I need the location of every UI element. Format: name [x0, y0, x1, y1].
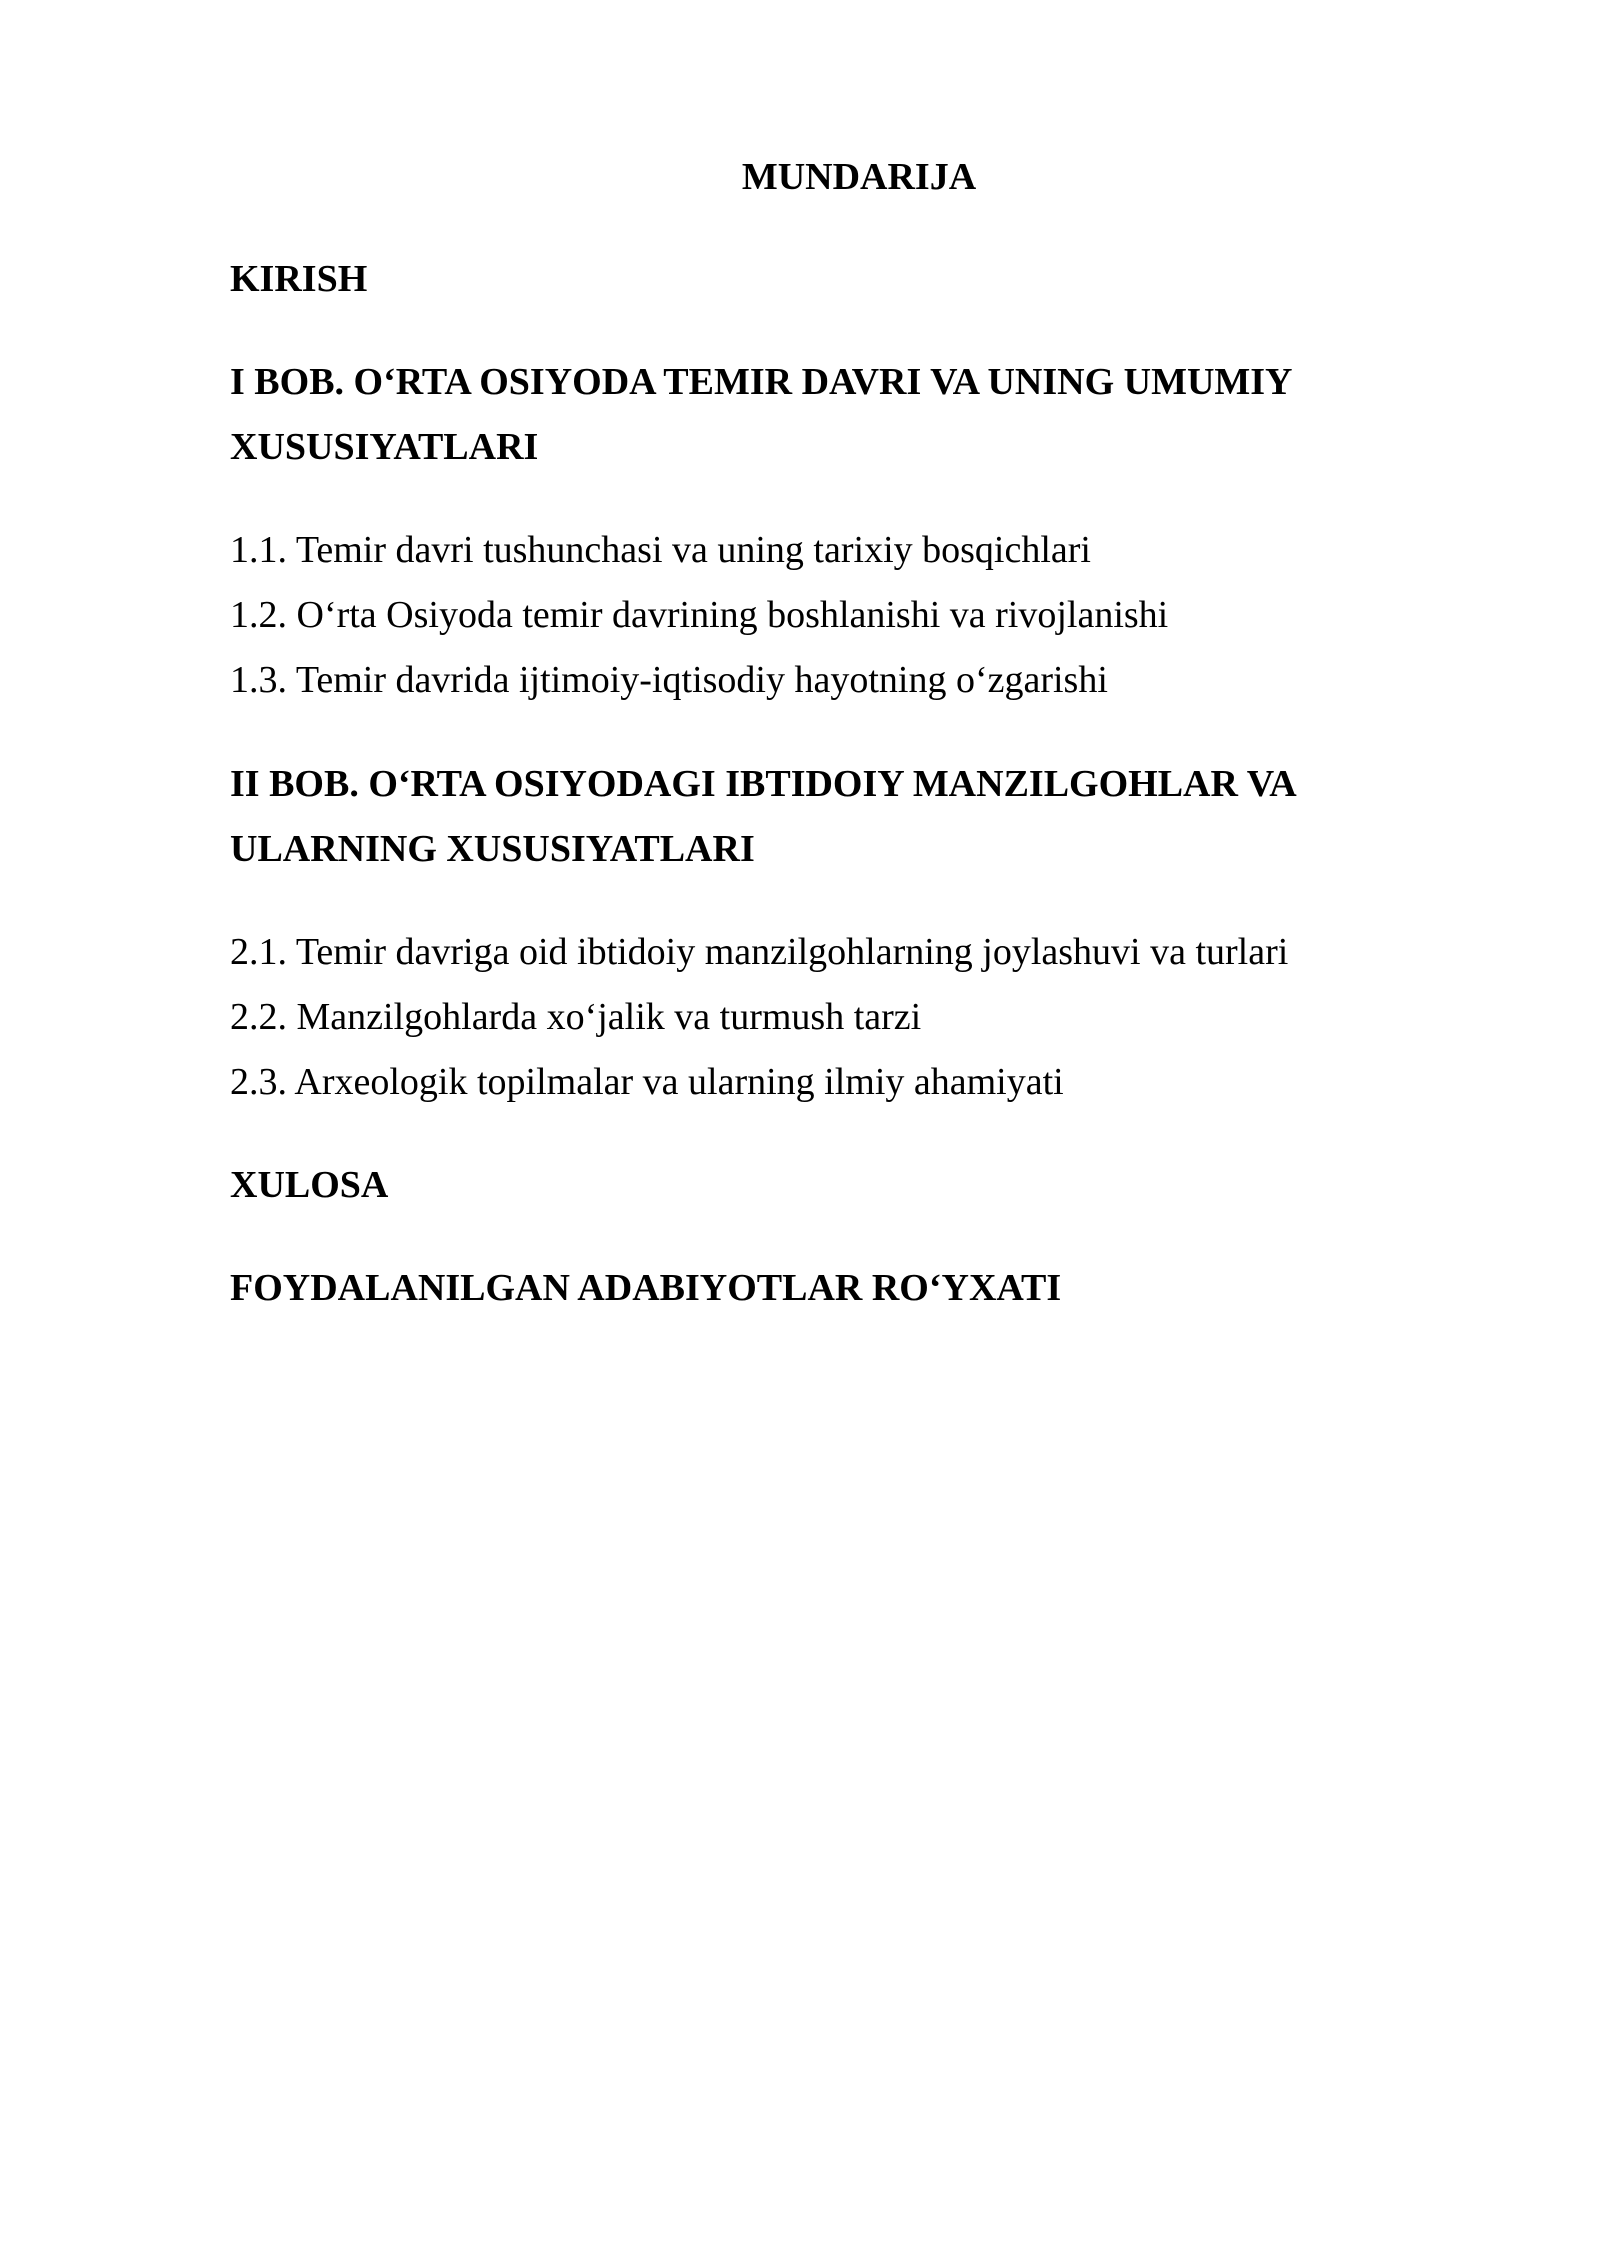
toc-section-2-1: 2.1. Temir davriga oid ibtidoiy manzilgohlarning joylashuvi va turlari	[230, 931, 1289, 973]
toc-chapter2-heading-line1: II BOB. O‘RTA OSIYODAGI IBTIDOIY MANZILGOHLAR VA	[230, 763, 1297, 805]
toc-section-2-3: 2.3. Arxeologik topilmalar va ularning ilmiy ahamiyati	[230, 1061, 1064, 1103]
toc-section-1-1: 1.1. Temir davri tushunchasi va uning tarixiy bosqichlari	[230, 529, 1091, 571]
toc-item-references: FOYDALANILGAN ADABIYOTLAR RO‘YXATI	[230, 1267, 1062, 1309]
toc-section-2-2: 2.2. Manzilgohlarda xo‘jalik va turmush tarzi	[230, 996, 922, 1038]
page-title-text: MUNDARIJA	[741, 156, 977, 198]
toc-chapter2-heading-line2: ULARNING XUSUSIYATLARI	[230, 828, 755, 870]
toc-section-1-2: 1.2. O‘rta Osiyoda temir davrining boshlanishi va rivojlanishi	[230, 594, 1169, 636]
page-title	[0, 155, 1600, 199]
toc-chapter1-heading-line1: I BOB. O‘RTA OSIYODA TEMIR DAVRI VA UNING UMUMIY	[230, 361, 1293, 403]
toc-chapter1-heading-line2: XUSUSIYATLARI	[230, 426, 539, 468]
toc-item-introduction: KIRISH	[230, 258, 368, 300]
toc-section-1-3: 1.3. Temir davrida ijtimoiy-iqtisodiy hayotning o‘zgarishi	[230, 659, 1108, 701]
toc-item-conclusion: XULOSA	[230, 1164, 389, 1206]
